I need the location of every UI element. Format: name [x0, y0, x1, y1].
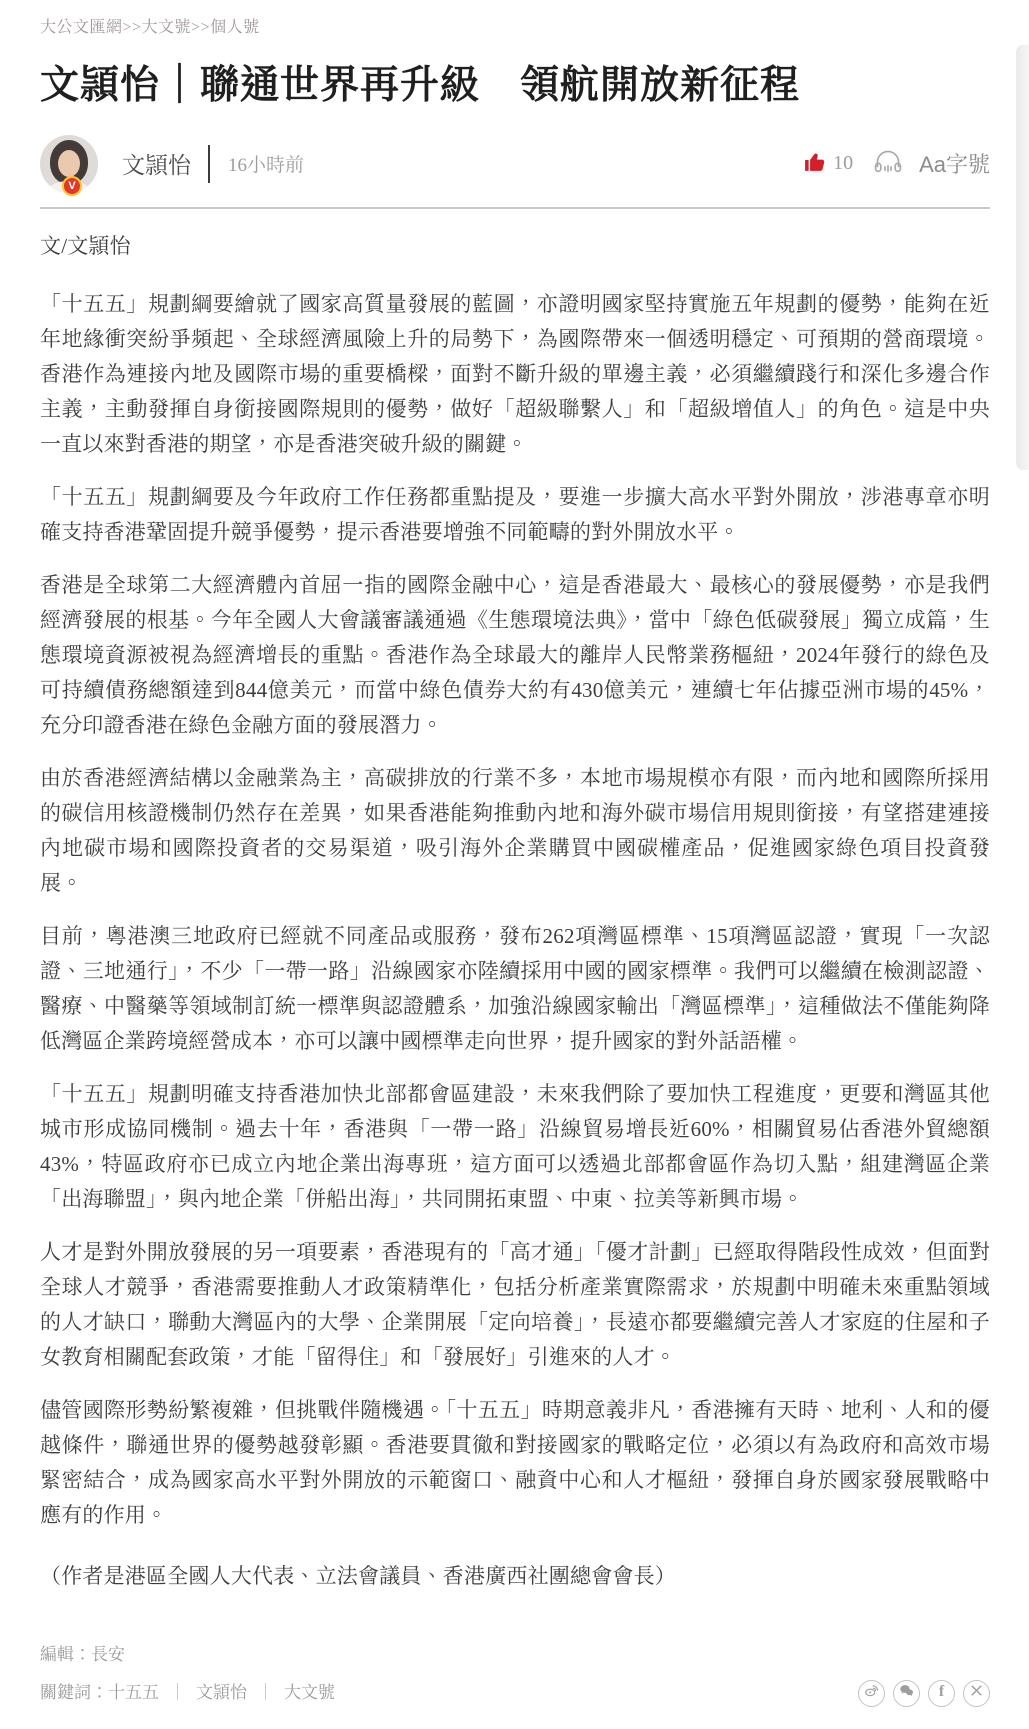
- keyword-separator: ｜: [257, 1682, 274, 1702]
- keyword-link[interactable]: 文頴怡: [196, 1682, 247, 1702]
- like-button[interactable]: [803, 149, 853, 179]
- header-divider: [40, 207, 990, 209]
- scrollbar-thumb[interactable]: [1016, 45, 1029, 470]
- article-footer: [40, 1640, 990, 1703]
- weibo-icon: [864, 1683, 879, 1703]
- article-paragraph: 「十五五」規劃綱要及今年政府工作任務都重點提及，要進一步擴大高水平對外開放，涉港專章亦明確支持香港鞏固提升競爭優勢，提示香港要增強不同範疇的對外開放水平。: [40, 484, 990, 544]
- article-paragraph: 儘管國際形勢紛繁複雜，但挑戰伴隨機遇。「十五五」時期意義非凡，香港擁有天時、地利、人和的優越條件，聯通世界的優勢越發彰顯。香港要貫徹和對接國家的戰略定位，必須以有為政府和高效市場緊密結合，成為國家高水平對外開放的示範窗口、融資中心和人才樞紐，發揮自身於國家發展戰略中應有的作用。: [40, 1397, 990, 1527]
- author-name[interactable]: 文頴怡: [122, 153, 191, 179]
- thumbs-up-icon: [803, 149, 828, 179]
- facebook-share-button[interactable]: [928, 1680, 955, 1707]
- keywords-label: 關鍵詞：: [40, 1682, 108, 1702]
- article-paragraph: 「十五五」規劃綱要繪就了國家高質量發展的藍圖，亦證明國家堅持實施五年規劃的優勢，能夠在近年地緣衝突紛爭頻起、全球經濟風險上升的局勢下，為國際帶來一個透明穩定、可預期的營商環境。香港作為連接內地及國際市場的重要橋樑，面對不斷升級的單邊主義，必須繼續踐行和深化多邊合作主義，主動發揮自身銜接國際規則的優勢，做好「超級聯繫人」和「超級增值人」的角色。這是中央一直以來對香港的期望，亦是香港突破升級的關鍵。: [40, 291, 990, 456]
- share-bar: [858, 1680, 990, 1707]
- article-paragraph: 香港是全球第二大經濟體內首屈一指的國際金融中心，這是香港最大、最核心的發展優勢，亦是我們經濟發展的根基。今年全國人大會議審議通過《生態環境法典》，當中「綠色低碳發展」獨立成篇，生態環境資源被視為經濟增長的重點。香港作為全球最大的離岸人民幣業務樞紐，2024年發行的綠色及可持續債務總額達到844億美元，而當中綠色債券大約有430億美元，連續七年佔據亞洲市場的45%，充分印證香港在綠色金融方面的發展潛力。: [40, 572, 990, 737]
- listen-button[interactable]: [873, 148, 903, 180]
- editor-credit: 編輯：長安: [40, 1644, 125, 1664]
- breadcrumb[interactable]: 大公文匯網>>大文號>>個人號: [40, 19, 260, 36]
- article-body: [40, 229, 990, 1594]
- author-avatar[interactable]: [40, 135, 98, 193]
- divider: [208, 145, 210, 183]
- post-time: 16小時前: [228, 155, 305, 177]
- article-paragraph: 目前，粵港澳三地政府已經就不同產品或服務，發布262項灣區標準、15項灣區認證，實現「一次認證、三地通行」，不少「一帶一路」沿線國家亦陸續採用中國的國家標準。我們可以繼續在檢測認證、醫療、中醫藥等領域制訂統一標準與認證體系，加強沿線國家輸出「灣區標準」，這種做法不僅能夠降低灣區企業跨境經營成本，亦可以讓中國標準走向世界，提升國家的對外話語權。: [40, 923, 990, 1053]
- font-size-button[interactable]: Aa字號: [919, 152, 990, 178]
- article-paragraphs: [40, 287, 990, 1533]
- article-byline: 文/文頴怡: [40, 233, 131, 258]
- article-paragraph: 「十五五」規劃明確支持香港加快北部都會區建設，未來我們除了要加快工程進度，更要和灣區其他城市形成協同機制。過去十年，香港與「一帶一路」沿線貿易增長近60%，相關貿易佔香港外貿總額43%，特區政府亦已成立內地企業出海專班，這方面可以透過北部都會區作為切入點，組建灣區企業「出海聯盟」，與內地企業「併船出海」，共同開拓東盟、中東、拉美等新興市場。: [40, 1081, 990, 1211]
- keywords-line: [40, 1678, 990, 1703]
- article-paragraph: 人才是對外開放發展的另一項要素，香港現有的「高才通」「優才計劃」已經取得階段性成效，但面對全球人才競爭，香港需要推動人才政策精準化，包括分析產業實際需求，於規劃中明確未來重點領域的人才缺口，聯動大灣區內的大學、企業開展「定向培養」，長遠亦都要繼續完善人才家庭的住屋和子女教育相關配套政策，才能「留得住」和「發展好」引進來的人才。: [40, 1239, 990, 1369]
- headphones-icon: [873, 148, 903, 180]
- weibo-share-button[interactable]: [858, 1680, 885, 1707]
- verified-badge-icon: V: [62, 176, 82, 196]
- wechat-share-button[interactable]: [893, 1680, 920, 1707]
- page-title: 文頴怡｜聯通世界再升級 領航開放新征程: [40, 64, 801, 107]
- article-actions: [803, 148, 990, 180]
- wechat-icon: [899, 1683, 914, 1703]
- article-paragraph: 由於香港經濟結構以金融業為主，高碳排放的行業不多，本地市場規模亦有限，而內地和國際所採用的碳信用核證機制仍然存在差異，如果香港能夠推動內地和海外碳市場信用規則銜接，有望搭建連接內地碳市場和國際投資者的交易渠道，吸引海外企業購買中國碳權產品，促進國家綠色項目投資發展。: [40, 765, 990, 895]
- keyword-link[interactable]: 十五五: [108, 1682, 159, 1702]
- author-row: [40, 135, 990, 193]
- x-icon: [969, 1683, 984, 1703]
- like-count: 10: [833, 152, 854, 175]
- keyword-link[interactable]: 大文號: [284, 1682, 335, 1702]
- author-note: （作者是港區全國人大代表、立法會議員、香港廣西社團總會會長）: [40, 1563, 676, 1588]
- keyword-separator: ｜: [169, 1682, 186, 1702]
- x-share-button[interactable]: [963, 1680, 990, 1707]
- facebook-icon: f: [938, 1683, 945, 1701]
- keywords-list: [108, 1678, 335, 1703]
